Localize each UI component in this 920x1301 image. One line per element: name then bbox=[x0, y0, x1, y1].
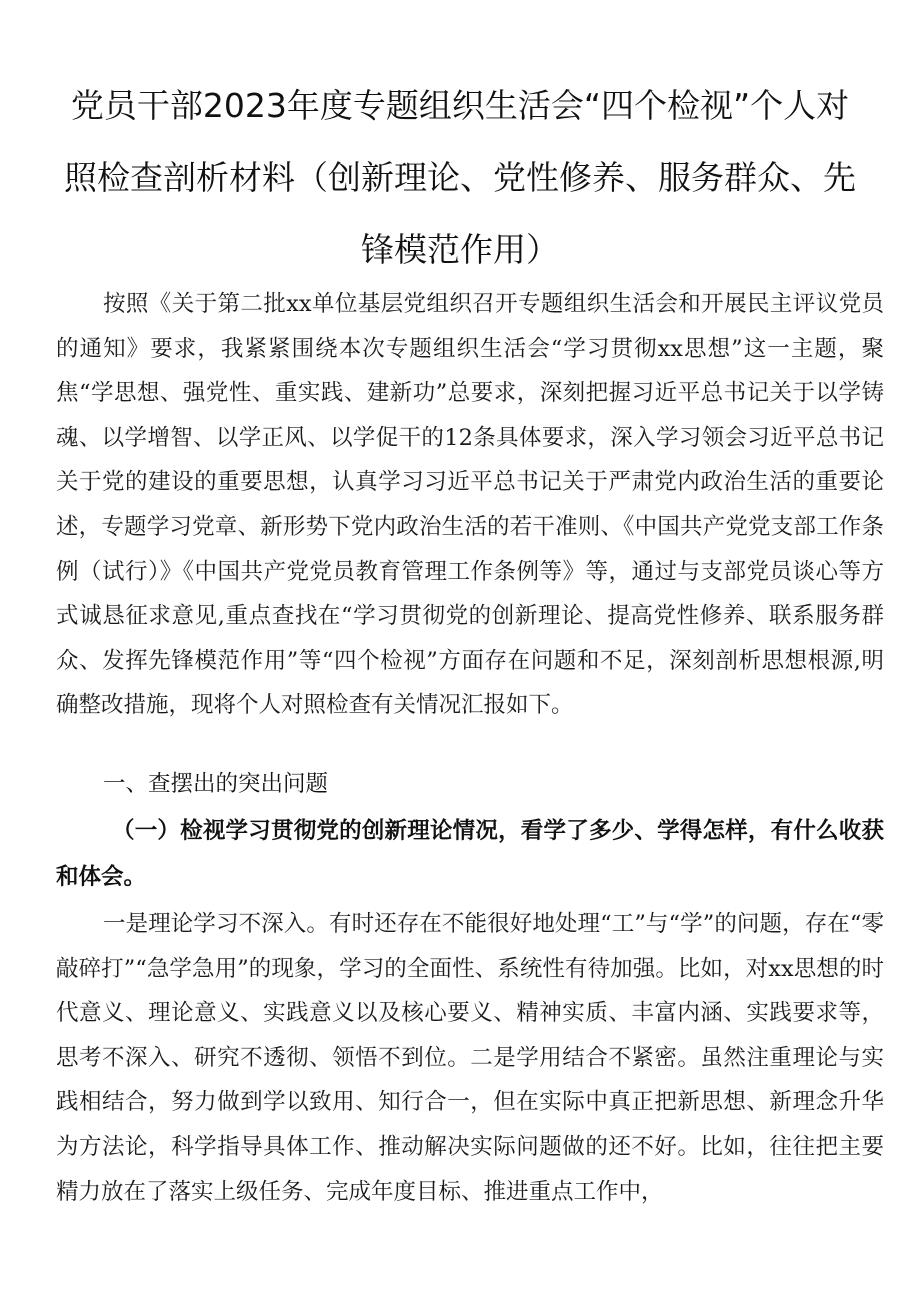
body-paragraph: 一是理论学习不深入。有时还存在不能很好地处理“工”与“学”的问题，存在“零敲碎打”“急学急用”的现象，学习的全面性、系统性有待加强。比如，对xx思想的时代意义、理论意义、实践意义以及核心要义、精神实质、丰富内涵、实践要求等，思考不深入、研究不透彻、领悟不到位。二是学用结合不紧密。虽然注重理论与实践相结合，努力做到学以致用、知行合一，但在实际中真正把新思想、新理念升华为方法论，科学指导具体工作、推动解决实际问题做的还不好。比如，往往把主要精力放在了落实上级任务、完成年度目标、推进重点工作中， bbox=[56, 911, 884, 1205]
subsection-heading: （一）检视学习贯彻党的创新理论情况，看学了多少、学得怎样，有什么收获和体会。 bbox=[56, 818, 884, 890]
section-heading: 一、查摆出的突出问题 bbox=[103, 771, 329, 797]
document-title: 党员干部2023年度专题组织生活会“四个检视”个人对照检查剖析材料（创新理论、党性修养、服务群众、先锋模范作用） bbox=[64, 86, 856, 269]
intro-paragraph: 按照《关于第二批xx单位基层党组织召开专题组织生活会和开展民主评议党员的通知》要求，我紧紧围绕本次专题组织生活会“学习贯彻xx思想”这一主题，聚焦“学思想、强党性、重实践、建新功”总要求，深刻把握习近平总书记关于以学铸魂、以学增智、以学正风、以学促干的12条具体要求，深入学习领会习近平总书记关于党的建设的重要思想，认真学习习近平总书记关于严肃党内政治生活的重要论述，专题学习党章、新形势下党内政治生活的若干准则、《中国共产党党支部工作条例（试行）》《中国共产党党员教育管理工作条例等》等，通过与支部党员谈心等方式诚恳征求意见,重点查找在“学习贯彻党的创新理论、提高党性修养、联系服务群众、发挥先锋模范作用”等“四个检视”方面存在问题和不足，深刻剖析思想根源,明确整改措施，现将个人对照检查有关情况汇报如下。 bbox=[56, 291, 884, 719]
